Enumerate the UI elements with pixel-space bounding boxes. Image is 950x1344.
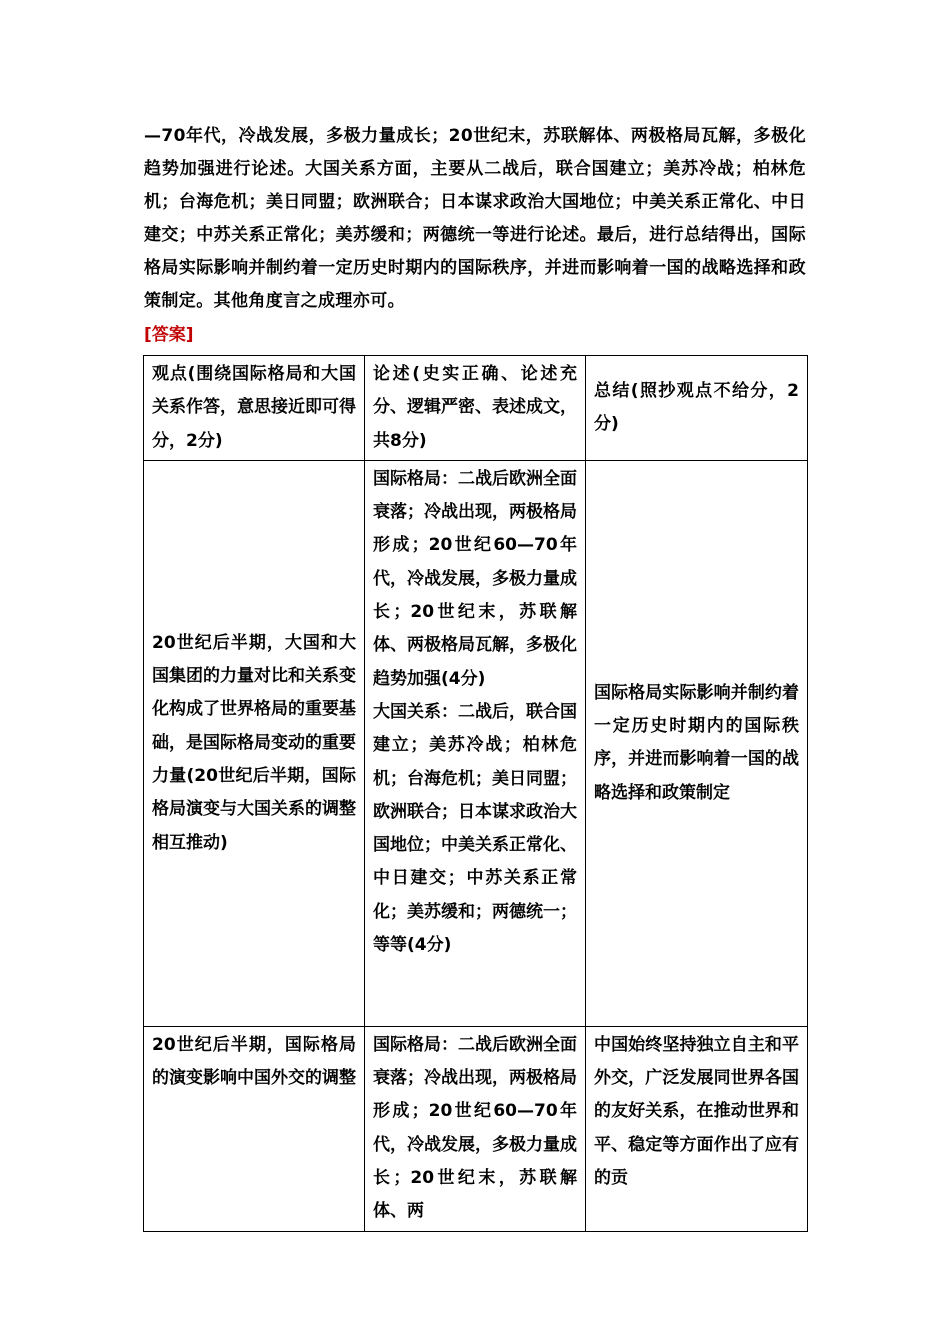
intro-paragraph bbox=[144, 120, 806, 318]
header-viewpoint: 观点(围绕国际格局和大国关系作答，意思接近即可得分，2分) bbox=[144, 356, 365, 461]
answer-table bbox=[143, 355, 808, 1232]
table-row bbox=[144, 1026, 808, 1231]
answer-label: [答案] bbox=[144, 325, 194, 345]
row2-viewpoint: 20世纪后半期，国际格局的演变影响中国外交的调整 bbox=[144, 1026, 365, 1231]
row2-summary: 中国始终坚持独立自主和平外交，广泛发展同世界各国的友好关系，在推动世界和平、稳定等方面作出了应有的贡 bbox=[586, 1026, 808, 1231]
table-header-row bbox=[144, 356, 808, 461]
row2-argument: 国际格局：二战后欧洲全面衰落；冷战出现，两极格局形成；20世纪60—70年代，冷战发展，多极力量成长；20世纪末，苏联解体、两 bbox=[365, 1026, 586, 1231]
row1-argument-powers: 大国关系：二战后，联合国建立；美苏冷战；柏林危机；台海危机；美日同盟；欧洲联合；日本谋求政治大国地位；中美关系正常化、中日建交；中苏关系正常化；美苏缓和；两德统一；等等(4分) bbox=[373, 701, 577, 956]
table-row bbox=[144, 460, 808, 1026]
row1-argument bbox=[365, 460, 586, 1026]
intro-text: —70年代，冷战发展，多极力量成长；20世纪末，苏联解体、两极格局瓦解，多极化趋势加强进行论述。大国关系方面，主要从二战后，联合国建立；美苏冷战；柏林危机；台海危机；美日同盟；欧洲联合；日本谋求政治大国地位；中美关系正常化、中日建交；中苏关系正常化；美苏缓和；两德统一等进行论述。最后，进行总结得出，国际格局实际影响并制约着一定历史时期内的国际秩序，并进而影响着一国的战略选择和政策制定。其他角度言之成理亦可。 bbox=[144, 126, 806, 311]
row1-viewpoint: 20世纪后半期，大国和大国集团的力量对比和关系变化构成了世界格局的重要基础，是国际格局变动的重要力量(20世纪后半期，国际格局演变与大国关系的调整相互推动) bbox=[144, 460, 365, 1026]
row1-argument-international: 国际格局：二战后欧洲全面衰落；冷战出现，两极格局形成；20世纪60—70年代，冷战发展，多极力量成长；20世纪末，苏联解体、两极格局瓦解，多极化趋势加强(4分) bbox=[373, 468, 577, 689]
header-summary: 总结(照抄观点不给分，2分) bbox=[586, 356, 808, 461]
row1-summary: 国际格局实际影响并制约着一定历史时期内的国际秩序，并进而影响着一国的战略选择和政策制定 bbox=[586, 460, 808, 1026]
header-argument: 论述(史实正确、论述充分、逻辑严密、表述成文，共8分) bbox=[365, 356, 586, 461]
